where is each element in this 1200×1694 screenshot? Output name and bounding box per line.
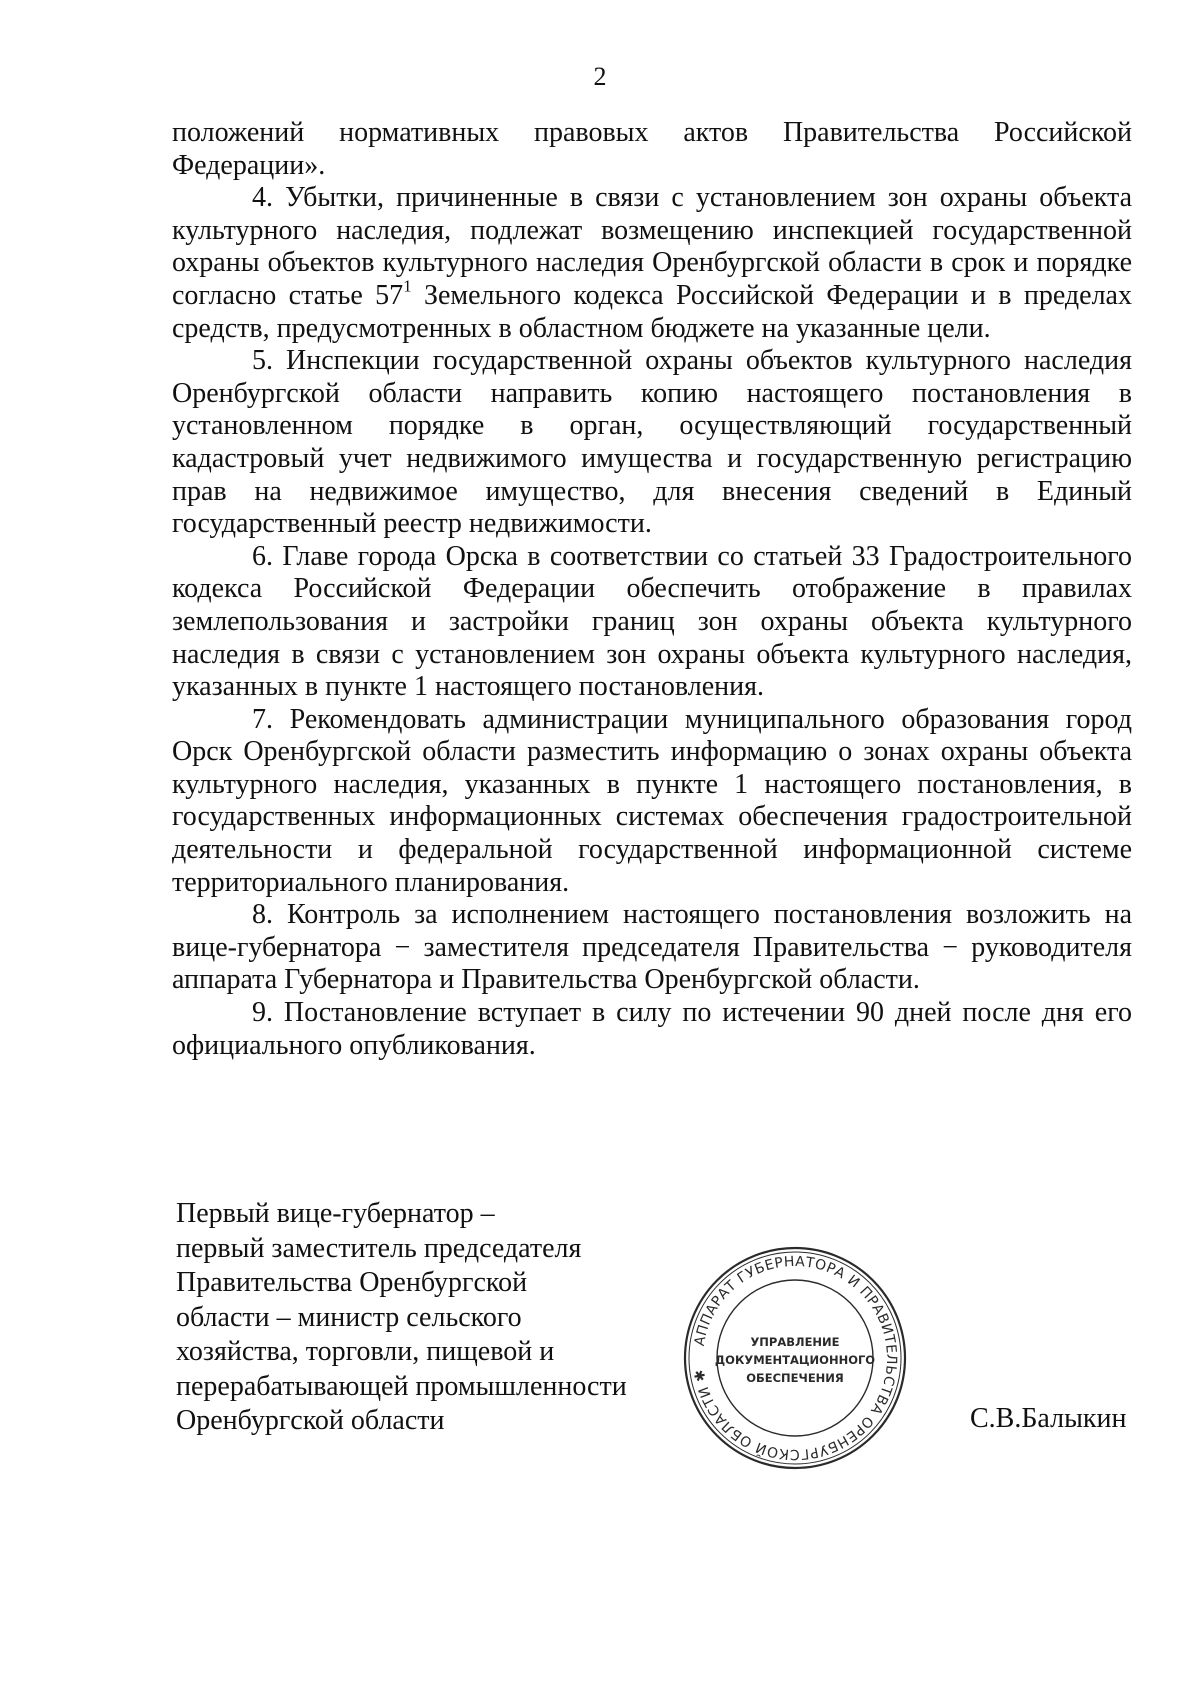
paragraph-6: 6. Главе города Орска в соответствии со статьей 33 Градостроительного кодекса Российской Федерации обеспечить отображение в правилах землепользования и застройки границ зон охраны объекта культурного наследия в связи с установлением зон охраны объекта культурного наследия, указанных в пункте 1 настоящего постановления. bbox=[172, 540, 1132, 703]
stamp-center-line: ОБЕСПЕЧЕНИЯ bbox=[746, 1371, 844, 1385]
signatory-title-line: Правительства Оренбургской bbox=[176, 1267, 528, 1298]
stamp-center-line: ДОКУМЕНТАЦИОННОГО bbox=[714, 1353, 876, 1367]
paragraph-7: 7. Рекомендовать администрации муниципального образования город Орск Оренбургской области разместить информацию о зонах охраны объекта культурного наследия, указанных в пункте 1 настоящего постановления, в государственных информационных системах обеспечения градостроительной деятельности и федеральной государственной информационной системе территориального планирования. bbox=[172, 703, 1132, 898]
paragraph-4 bbox=[172, 182, 1132, 345]
stamp-center-line: УПРАВЛЕНИЕ bbox=[750, 1335, 840, 1349]
paragraph-4-text-before: 4. Убытки, причиненные в связи с установлением зон охраны объекта культурного наследия, подлежат возмещению инспекцией государственной охраны объектов культурного наследия Оренбургской области в срок и порядке согласно статье 57 bbox=[172, 182, 1132, 311]
signatory-title-line: Оренбургской области bbox=[176, 1405, 445, 1436]
signatory-title-line: области – министр сельского bbox=[176, 1301, 522, 1333]
signatory-title bbox=[176, 1197, 696, 1439]
paragraph-5: 5. Инспекции государственной охраны объектов культурного наследия Оренбургской области направить копию настоящего постановления в установленном порядке в орган, осуществляющий государственный кадастровый учет недвижимого имущества и государственную регистрацию прав на недвижимое имущество, для внесения сведений в Единый государственный реестр недвижимости. bbox=[172, 345, 1132, 540]
page-number: 2 bbox=[593, 62, 607, 91]
paragraph-9: 9. Постановление вступает в силу по истечении 90 дней после дня его официального опубликования. bbox=[172, 997, 1132, 1061]
signatory-title-line: хозяйства, торговли, пищевой и bbox=[176, 1336, 555, 1367]
signatory-title-line: Первый вице-губернатор – bbox=[176, 1198, 495, 1229]
signatory-title-line: перерабатывающей промышленности bbox=[176, 1370, 627, 1402]
article-superscript: 1 bbox=[403, 276, 412, 296]
paragraph-4-text-after: Земельного кодекса Российской Федерации и в пределах средств, предусмотренных в областном бюджете на указанные цели. bbox=[172, 279, 1132, 344]
stamp-seal bbox=[680, 1243, 910, 1473]
official-stamp bbox=[680, 1243, 910, 1473]
lead-paragraph: положений нормативных правовых актов Правительства Российской Федерации». bbox=[172, 117, 1132, 181]
document-body bbox=[172, 117, 1132, 1062]
signatory-name: С.В.Балыкин bbox=[970, 1403, 1127, 1434]
signatory-title-line: первый заместитель председателя bbox=[176, 1232, 582, 1264]
paragraph-8: 8. Контроль за исполнением настоящего постановления возложить на вице-губернатора − заместителя председателя Правительства − руководителя аппарата Губернатора и Правительства Оренбургской области. bbox=[172, 899, 1132, 996]
stamp-ring-text: АППАРАТ ГУБЕРНАТОРА И ПРАВИТЕЛЬСТВА ОРЕНБУРГСКОЙ ОБЛАСТИ ✱ bbox=[691, 1253, 900, 1463]
